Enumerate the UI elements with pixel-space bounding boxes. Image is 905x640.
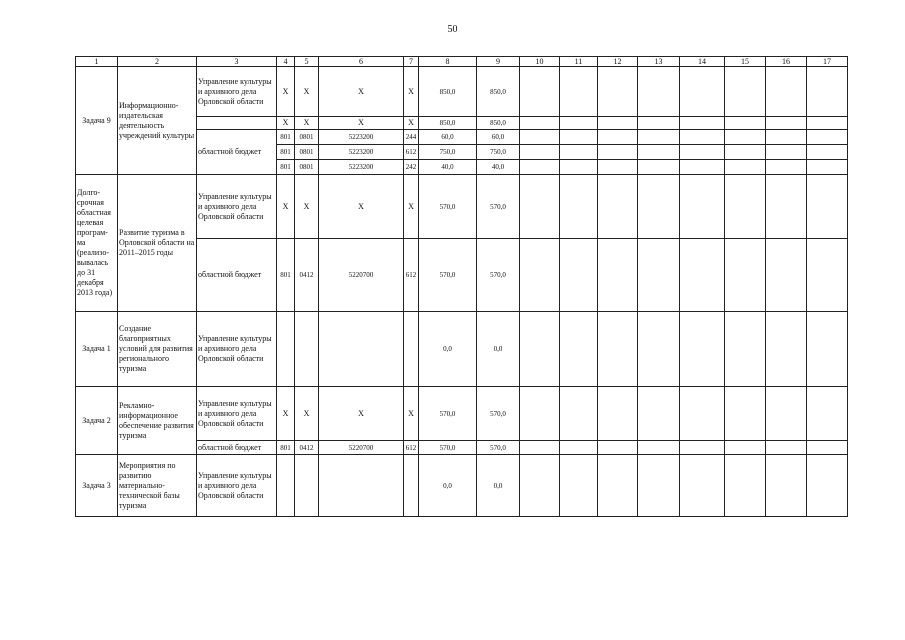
cell-value: X bbox=[295, 117, 319, 130]
cell-value: 5220700 bbox=[319, 441, 404, 455]
cell-value: 612 bbox=[404, 441, 419, 455]
cell-value: 40,0 bbox=[419, 160, 477, 175]
cell-value: 570,0 bbox=[419, 175, 477, 239]
cell-value: X bbox=[404, 387, 419, 441]
table-row bbox=[76, 67, 848, 117]
executor-cell: Управление культуры и архивного дела Орловской области bbox=[197, 175, 277, 239]
cell-value: 5220700 bbox=[319, 239, 404, 312]
cell-value: X bbox=[277, 67, 295, 117]
cell-value: 0,0 bbox=[477, 312, 520, 387]
activity-name: Создание благоприятных условий для развития регионального туризма bbox=[118, 312, 197, 387]
cell-value: 850,0 bbox=[419, 117, 477, 130]
cell-value: 0412 bbox=[295, 239, 319, 312]
cell-value: 244 bbox=[404, 130, 419, 145]
column-header: 6 bbox=[319, 57, 404, 67]
column-header: 1 bbox=[76, 57, 118, 67]
cell-value: 0801 bbox=[295, 145, 319, 160]
cell-value: 60,0 bbox=[477, 130, 520, 145]
cell-value: 0,0 bbox=[419, 312, 477, 387]
cell-value: 570,0 bbox=[477, 175, 520, 239]
column-header: 4 bbox=[277, 57, 295, 67]
column-header: 13 bbox=[638, 57, 680, 67]
cell-value: X bbox=[277, 117, 295, 130]
funding-source: областной бюджет bbox=[197, 130, 277, 175]
executor-cell: Управление культуры и архивного дела Орловской области bbox=[197, 312, 277, 387]
column-number-row bbox=[76, 57, 848, 67]
cell-value: X bbox=[319, 117, 404, 130]
cell-value: 5223200 bbox=[319, 130, 404, 145]
cell-value: 801 bbox=[277, 130, 295, 145]
column-header: 10 bbox=[520, 57, 560, 67]
table-row bbox=[76, 387, 848, 441]
task-label: Задача 2 bbox=[76, 387, 118, 455]
cell-value: X bbox=[404, 175, 419, 239]
cell-value: 242 bbox=[404, 160, 419, 175]
executor-cell: Управление культуры и архивного дела Орловской области bbox=[197, 455, 277, 517]
cell-value: X bbox=[295, 387, 319, 441]
task-label: Задача 9 bbox=[76, 67, 118, 175]
cell-value: 5223200 bbox=[319, 145, 404, 160]
column-header: 5 bbox=[295, 57, 319, 67]
cell-value: 750,0 bbox=[477, 145, 520, 160]
cell-value: 850,0 bbox=[419, 67, 477, 117]
cell-value: 0412 bbox=[295, 441, 319, 455]
cell-value: 612 bbox=[404, 145, 419, 160]
task-label: Задача 1 bbox=[76, 312, 118, 387]
cell-value: 801 bbox=[277, 160, 295, 175]
cell-value: X bbox=[319, 67, 404, 117]
task-label: Задача 3 bbox=[76, 455, 118, 517]
cell-value: X bbox=[295, 175, 319, 239]
column-header: 11 bbox=[560, 57, 598, 67]
cell-value: 850,0 bbox=[477, 117, 520, 130]
cell-value: X bbox=[319, 387, 404, 441]
cell-value: 570,0 bbox=[419, 387, 477, 441]
cell-value: 60,0 bbox=[419, 130, 477, 145]
cell-value: 0,0 bbox=[419, 455, 477, 517]
cell-value: 0801 bbox=[295, 130, 319, 145]
executor-cell: Управление культуры и архивного дела Орловской области bbox=[197, 67, 277, 117]
cell-value: 612 bbox=[404, 239, 419, 312]
table-row bbox=[76, 312, 848, 387]
column-header: 15 bbox=[725, 57, 766, 67]
activity-name: Информационно-издательская деятельность учреждений культуры bbox=[118, 67, 197, 175]
cell-value: X bbox=[295, 67, 319, 117]
column-header: 8 bbox=[419, 57, 477, 67]
cell-value: 801 bbox=[277, 239, 295, 312]
table-row bbox=[76, 455, 848, 517]
activity-name: Мероприятия по развитию материально-технической базы туризма bbox=[118, 455, 197, 517]
activity-name: Рекламно-информационное обеспечение развития туризма bbox=[118, 387, 197, 455]
program-table bbox=[75, 56, 848, 517]
cell-value: 801 bbox=[277, 441, 295, 455]
cell-value: 750,0 bbox=[419, 145, 477, 160]
column-header: 7 bbox=[404, 57, 419, 67]
task-label: Долго-срочная областная целевая програм-ма (реализо-вывалась до 31 декабря 2013 года) bbox=[76, 175, 118, 312]
cell-value: 570,0 bbox=[477, 441, 520, 455]
cell-value: 570,0 bbox=[477, 239, 520, 312]
page-number: 50 bbox=[447, 24, 458, 35]
cell-value: 40,0 bbox=[477, 160, 520, 175]
cell-value: X bbox=[319, 175, 404, 239]
funding-source: областной бюджет bbox=[197, 239, 277, 312]
cell-value: X bbox=[277, 387, 295, 441]
cell-value: 570,0 bbox=[419, 239, 477, 312]
cell-value: 0801 bbox=[295, 160, 319, 175]
cell-value: 570,0 bbox=[477, 387, 520, 441]
cell-value: 850,0 bbox=[477, 67, 520, 117]
cell-value: X bbox=[404, 67, 419, 117]
executor-cell: Управление культуры и архивного дела Орловской области bbox=[197, 387, 277, 441]
activity-name: Развитие туризма в Орловской области на 2011–2015 годы bbox=[118, 175, 197, 312]
cell-value: X bbox=[404, 117, 419, 130]
column-header: 12 bbox=[598, 57, 638, 67]
table-row bbox=[76, 175, 848, 239]
funding-source: областной бюджет bbox=[197, 441, 277, 455]
column-header: 14 bbox=[680, 57, 725, 67]
column-header: 16 bbox=[766, 57, 807, 67]
column-header: 9 bbox=[477, 57, 520, 67]
cell-value: 570,0 bbox=[419, 441, 477, 455]
cell-value: X bbox=[277, 175, 295, 239]
cell-value: 0,0 bbox=[477, 455, 520, 517]
cell-value: 5223200 bbox=[319, 160, 404, 175]
column-header: 3 bbox=[197, 57, 277, 67]
cell-value: 801 bbox=[277, 145, 295, 160]
column-header: 2 bbox=[118, 57, 197, 67]
column-header: 17 bbox=[807, 57, 848, 67]
